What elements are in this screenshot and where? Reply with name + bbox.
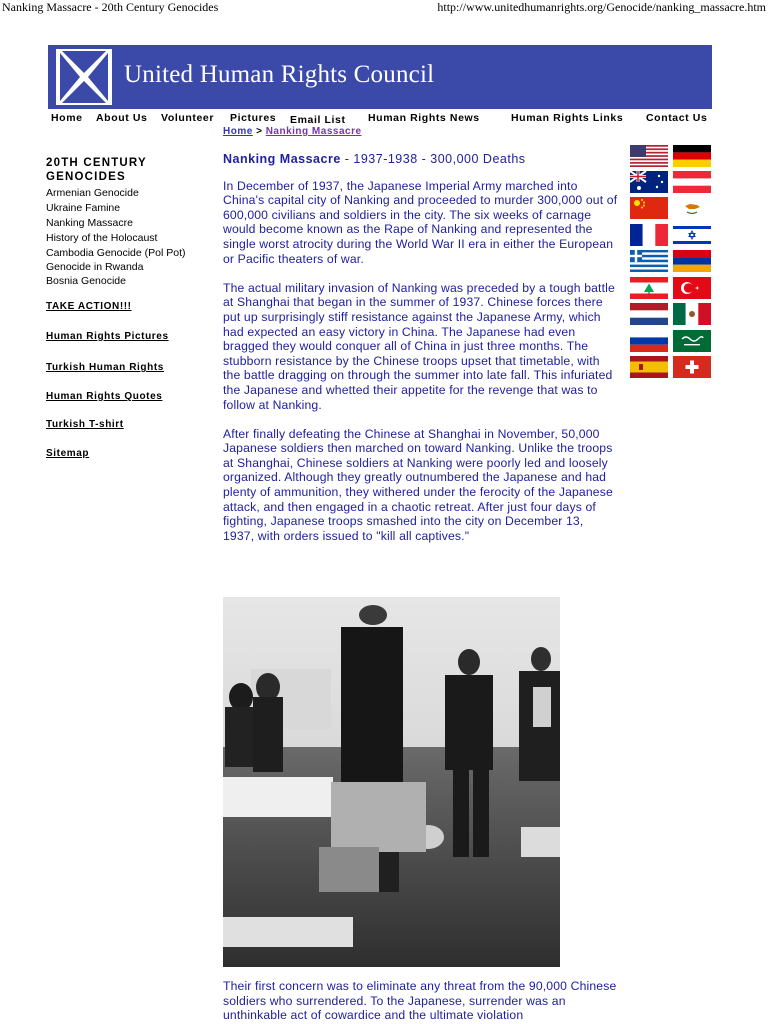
article-title: [223, 152, 618, 167]
sidebar-human-rights-pictures[interactable]: Human Rights Pictures: [46, 331, 169, 342]
breadcrumb-current[interactable]: Nanking Massacre: [265, 126, 362, 137]
article-paragraph-2: The actual military invasion of Nanking was preceded by a tough battle at Shanghai that began in the summer of 1937. Chinese forces there put up surprisingly stiff resistance against the Japanese Army, which had expected an easy victory in China. The Japanese had even bragged they would conquer all of China in just three months. The stubborn resistance by the Chinese troops upset that timetable, with the battle dragging on through the summer into late fall. This infuriated the Japanese and whetted their appetite for the revenge that was to follow at Nanking.: [223, 280, 615, 412]
flag-germany-icon[interactable]: [673, 145, 711, 167]
article-paragraph-4: Their first concern was to eliminate any threat from the 90,000 Chinese soldiers who surrendered. To the Japanese, surrender was an unthinkable act of cowardice and the ultimate violation: [223, 979, 617, 1023]
flag-france-icon[interactable]: [630, 224, 668, 246]
sidebar-item-armenian-genocide[interactable]: Armenian Genocide: [46, 187, 139, 199]
nav-home[interactable]: Home: [51, 112, 83, 124]
sidebar: [46, 156, 206, 459]
breadcrumb-home[interactable]: Home: [223, 126, 253, 137]
article-title-subtitle: - 1937-1938 - 300,000 Deaths: [340, 152, 526, 166]
nav-human-rights-links[interactable]: Human Rights Links: [511, 112, 624, 124]
article: [223, 152, 618, 558]
breadcrumb-separator: >: [256, 126, 263, 137]
saltire-logo-icon: [56, 49, 112, 105]
article-title-main: Nanking Massacre: [223, 152, 341, 166]
article-paragraph-1: In December of 1937, the Japanese Imperial Army marched into China's capital city of Nanking and proceeded to murder 300,000 out of 600,000 civilians and soldiers in the city. The six weeks of carnage would become known as the Rape of Nanking and represented the single worst atrocity during the World War II era in either the European or Pacific theaters of war.: [223, 178, 618, 266]
nav-human-rights-news[interactable]: Human Rights News: [368, 112, 480, 124]
flag-spain-icon[interactable]: [630, 356, 668, 378]
flag-australia-icon[interactable]: [630, 171, 668, 193]
sidebar-take-action[interactable]: TAKE ACTION!!!: [46, 301, 132, 312]
flag-cyprus-icon[interactable]: [673, 197, 711, 219]
sidebar-turkish-human-rights[interactable]: Turkish Human Rights: [46, 362, 164, 373]
sidebar-heading: [46, 156, 206, 184]
flag-turkey-icon[interactable]: [673, 277, 711, 299]
site-title: United Human Rights Council: [124, 61, 435, 88]
sidebar-turkish-tshirt[interactable]: Turkish T-shirt: [46, 419, 124, 430]
flag-saudi-arabia-icon[interactable]: [673, 330, 711, 352]
site-logo[interactable]: [56, 49, 112, 105]
sidebar-sitemap[interactable]: Sitemap: [46, 448, 90, 459]
nav-pictures[interactable]: Pictures: [230, 112, 277, 124]
nav-about-us[interactable]: About Us: [96, 112, 148, 124]
flag-israel-icon[interactable]: [673, 224, 711, 246]
article-paragraph-3: After finally defeating the Chinese at Shanghai in November, 50,000 Japanese soldiers then marched on toward Nanking. Unlike the troops at Shanghai, Chinese soldiers at Nanking were poorly led and loosely organized. Although they greatly outnumbered the Japanese and had plenty of ammunition, they withered under the ferocity of the Japanese attack, and then engaged in a chaotic retreat. After just four days of fighting, Japanese troops smashed into the city on December 13, 1937, with orders issued to "kill all captives.": [223, 426, 613, 543]
genocide-list: [46, 186, 206, 288]
flag-united-states-icon[interactable]: [630, 145, 668, 167]
flag-lebanon-icon[interactable]: [630, 277, 668, 299]
flag-netherlands-icon[interactable]: [630, 303, 668, 325]
sidebar-item-rwanda-genocide[interactable]: Genocide in Rwanda: [46, 261, 144, 273]
sidebar-heading-line2: GENOCIDES: [46, 171, 126, 183]
sidebar-item-nanking-massacre[interactable]: Nanking Massacre: [46, 217, 133, 229]
sidebar-item-ukraine-famine[interactable]: Ukraine Famine: [46, 202, 121, 214]
sidebar-item-holocaust[interactable]: History of the Holocaust: [46, 232, 158, 244]
nav-volunteer[interactable]: Volunteer: [161, 112, 215, 124]
article-photo: [223, 597, 560, 967]
flag-mexico-icon[interactable]: [673, 303, 711, 325]
flag-greece-icon[interactable]: [630, 250, 668, 272]
flag-austria-icon[interactable]: [673, 171, 711, 193]
flag-china-icon[interactable]: [630, 197, 668, 219]
breadcrumb: [223, 126, 362, 137]
flag-switzerland-icon[interactable]: [673, 356, 711, 378]
historical-photo-image: [223, 597, 560, 967]
nav-contact-us[interactable]: Contact Us: [646, 112, 708, 124]
flag-armenia-icon[interactable]: [673, 250, 711, 272]
sidebar-heading-line1: 20TH CENTURY: [46, 157, 147, 169]
flag-russia-icon[interactable]: [630, 330, 668, 352]
nav-email-list[interactable]: Email List: [290, 114, 346, 126]
print-page-title: Nanking Massacre - 20th Century Genocides: [2, 0, 219, 14]
top-nav: [0, 112, 768, 126]
sidebar-item-cambodia-genocide[interactable]: Cambodia Genocide (Pol Pot): [46, 247, 186, 259]
sidebar-item-bosnia-genocide[interactable]: Bosnia Genocide: [46, 275, 126, 287]
site-banner: [48, 45, 712, 109]
print-page-url: http://www.unitedhumanrights.org/Genocide/nanking_massacre.htm: [437, 0, 766, 14]
print-header: [0, 0, 768, 16]
sidebar-human-rights-quotes[interactable]: Human Rights Quotes: [46, 391, 163, 402]
